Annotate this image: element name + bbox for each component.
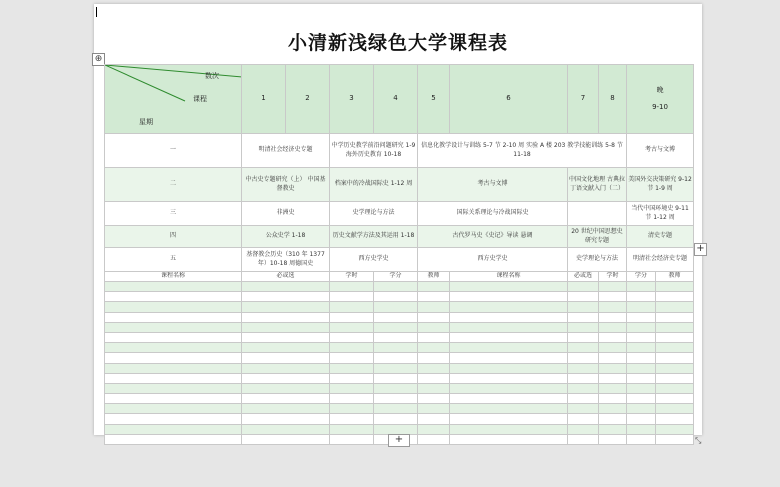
course-list-row <box>105 343 694 353</box>
course-list-row <box>105 332 694 342</box>
course-cell[interactable]: 史学理论与方法 <box>568 248 627 272</box>
course-list-header-row <box>105 272 694 282</box>
day-label[interactable]: 四 <box>105 226 242 248</box>
course-cell[interactable] <box>568 202 627 226</box>
course-list-header-required[interactable]: 必或选 <box>568 272 599 282</box>
period-header-8[interactable]: 8 <box>599 65 627 134</box>
course-list-header-credits[interactable]: 学分 <box>627 272 656 282</box>
period-header-7[interactable]: 7 <box>568 65 599 134</box>
course-cell[interactable]: 中国文化地理 古典拉丁语文献入门（二） <box>568 168 627 202</box>
evening-course-cell[interactable]: 当代中国环境史 9-11 节 1-12 周 <box>627 202 694 226</box>
course-cell[interactable]: 非洲史 <box>242 202 330 226</box>
course-list-row <box>105 383 694 393</box>
period-header-5[interactable]: 5 <box>418 65 450 134</box>
day-row-3 <box>105 202 694 226</box>
course-list-row <box>105 292 694 302</box>
course-list-row <box>105 373 694 383</box>
course-list-row <box>105 322 694 332</box>
evening-course-cell[interactable]: 清史专题 <box>627 226 694 248</box>
day-row-1 <box>105 134 694 168</box>
course-cell[interactable]: 西方史学史 <box>330 248 418 272</box>
course-cell[interactable]: 20 世纪中国思想史研究专题 <box>568 226 627 248</box>
corner-label-weekday: 星期 <box>139 118 153 126</box>
course-list-header-name[interactable]: 课程名称 <box>450 272 568 282</box>
course-list-row <box>105 394 694 404</box>
day-label[interactable]: 五 <box>105 248 242 272</box>
period-header-6[interactable]: 6 <box>450 65 568 134</box>
evening-course-cell[interactable]: 考古与文博 <box>627 134 694 168</box>
course-cell[interactable]: 公众史学 1-18 <box>242 226 330 248</box>
course-cell[interactable]: 档案中的冷战国际史 1-12 周 <box>330 168 418 202</box>
corner-header-cell[interactable] <box>105 65 242 134</box>
text-cursor <box>96 7 97 17</box>
table-resize-handle-icon[interactable]: ⤡ <box>695 436 702 445</box>
diagonal-lines <box>105 65 242 133</box>
day-row-4 <box>105 226 694 248</box>
course-cell[interactable]: 历史文献学方法及其运用 1-18 <box>330 226 418 248</box>
evening-course-cell[interactable]: 明清社会经济史专题 <box>627 248 694 272</box>
course-list-row <box>105 363 694 373</box>
day-row-2 <box>105 168 694 202</box>
course-list-header-credits[interactable]: 学分 <box>374 272 418 282</box>
course-list-header-teacher[interactable]: 教师 <box>656 272 694 282</box>
table-move-handle-icon[interactable]: ⊕ <box>92 53 105 66</box>
period-header-1[interactable]: 1 <box>242 65 286 134</box>
schedule-table <box>104 64 694 445</box>
course-cell[interactable]: 古代罗马史《史记》导读 悬调 <box>418 226 568 248</box>
course-list-header-name[interactable]: 课程名称 <box>105 272 242 282</box>
course-list-header-teacher[interactable]: 教师 <box>418 272 450 282</box>
course-list-row <box>105 302 694 312</box>
course-list-row <box>105 404 694 414</box>
course-cell[interactable]: 中古史专题研究（上） 中国基督教史 <box>242 168 330 202</box>
course-cell[interactable]: 史学理论与方法 <box>330 202 418 226</box>
course-cell[interactable]: 考古与文博 <box>418 168 568 202</box>
day-label[interactable]: 三 <box>105 202 242 226</box>
evening-course-cell[interactable]: 美国外交决策研究 9-12 节 1-9 周 <box>627 168 694 202</box>
course-list-row <box>105 424 694 434</box>
course-cell[interactable]: 信息化教学设计与训练 5-7 节 2-10 周 实验 A 楼 203 教学技能训练 5-8 节 11-18 <box>418 134 627 168</box>
evening-periods: 9-10 <box>652 103 668 111</box>
evening-header-cell[interactable] <box>627 65 694 134</box>
course-list-row <box>105 353 694 363</box>
day-label[interactable]: 二 <box>105 168 242 202</box>
course-list-header-required[interactable]: 必或选 <box>242 272 330 282</box>
period-header-3[interactable]: 3 <box>330 65 374 134</box>
page-title: 小清新浅绿色大学课程表 <box>287 32 508 54</box>
header-row <box>105 65 694 134</box>
course-cell[interactable]: 西方史学史 <box>418 248 568 272</box>
day-row-5 <box>105 248 694 272</box>
evening-label: 晚 <box>656 85 664 94</box>
course-cell[interactable]: 基督教会历史（310 年 1377 年）10-18 周德国史 <box>242 248 330 272</box>
corner-label-periods: 数次 <box>205 72 219 80</box>
course-list-header-hours[interactable]: 学时 <box>330 272 374 282</box>
period-header-2[interactable]: 2 <box>286 65 330 134</box>
course-list-row <box>105 312 694 322</box>
day-label[interactable]: 一 <box>105 134 242 168</box>
course-list-row <box>105 282 694 292</box>
period-header-4[interactable]: 4 <box>374 65 418 134</box>
course-cell[interactable]: 中学历史教学前沿问题研究 1-9 海外历史教育 10-18 <box>330 134 418 168</box>
course-list-header-hours[interactable]: 学时 <box>599 272 627 282</box>
course-list-row <box>105 414 694 424</box>
course-cell[interactable]: 明清社会经济史专题 <box>242 134 330 168</box>
corner-label-course: 课程 <box>193 95 207 103</box>
course-cell[interactable]: 国际关系理论与冷战国际史 <box>418 202 568 226</box>
add-row-button[interactable]: + <box>388 434 410 447</box>
add-column-button[interactable]: + <box>694 243 707 256</box>
